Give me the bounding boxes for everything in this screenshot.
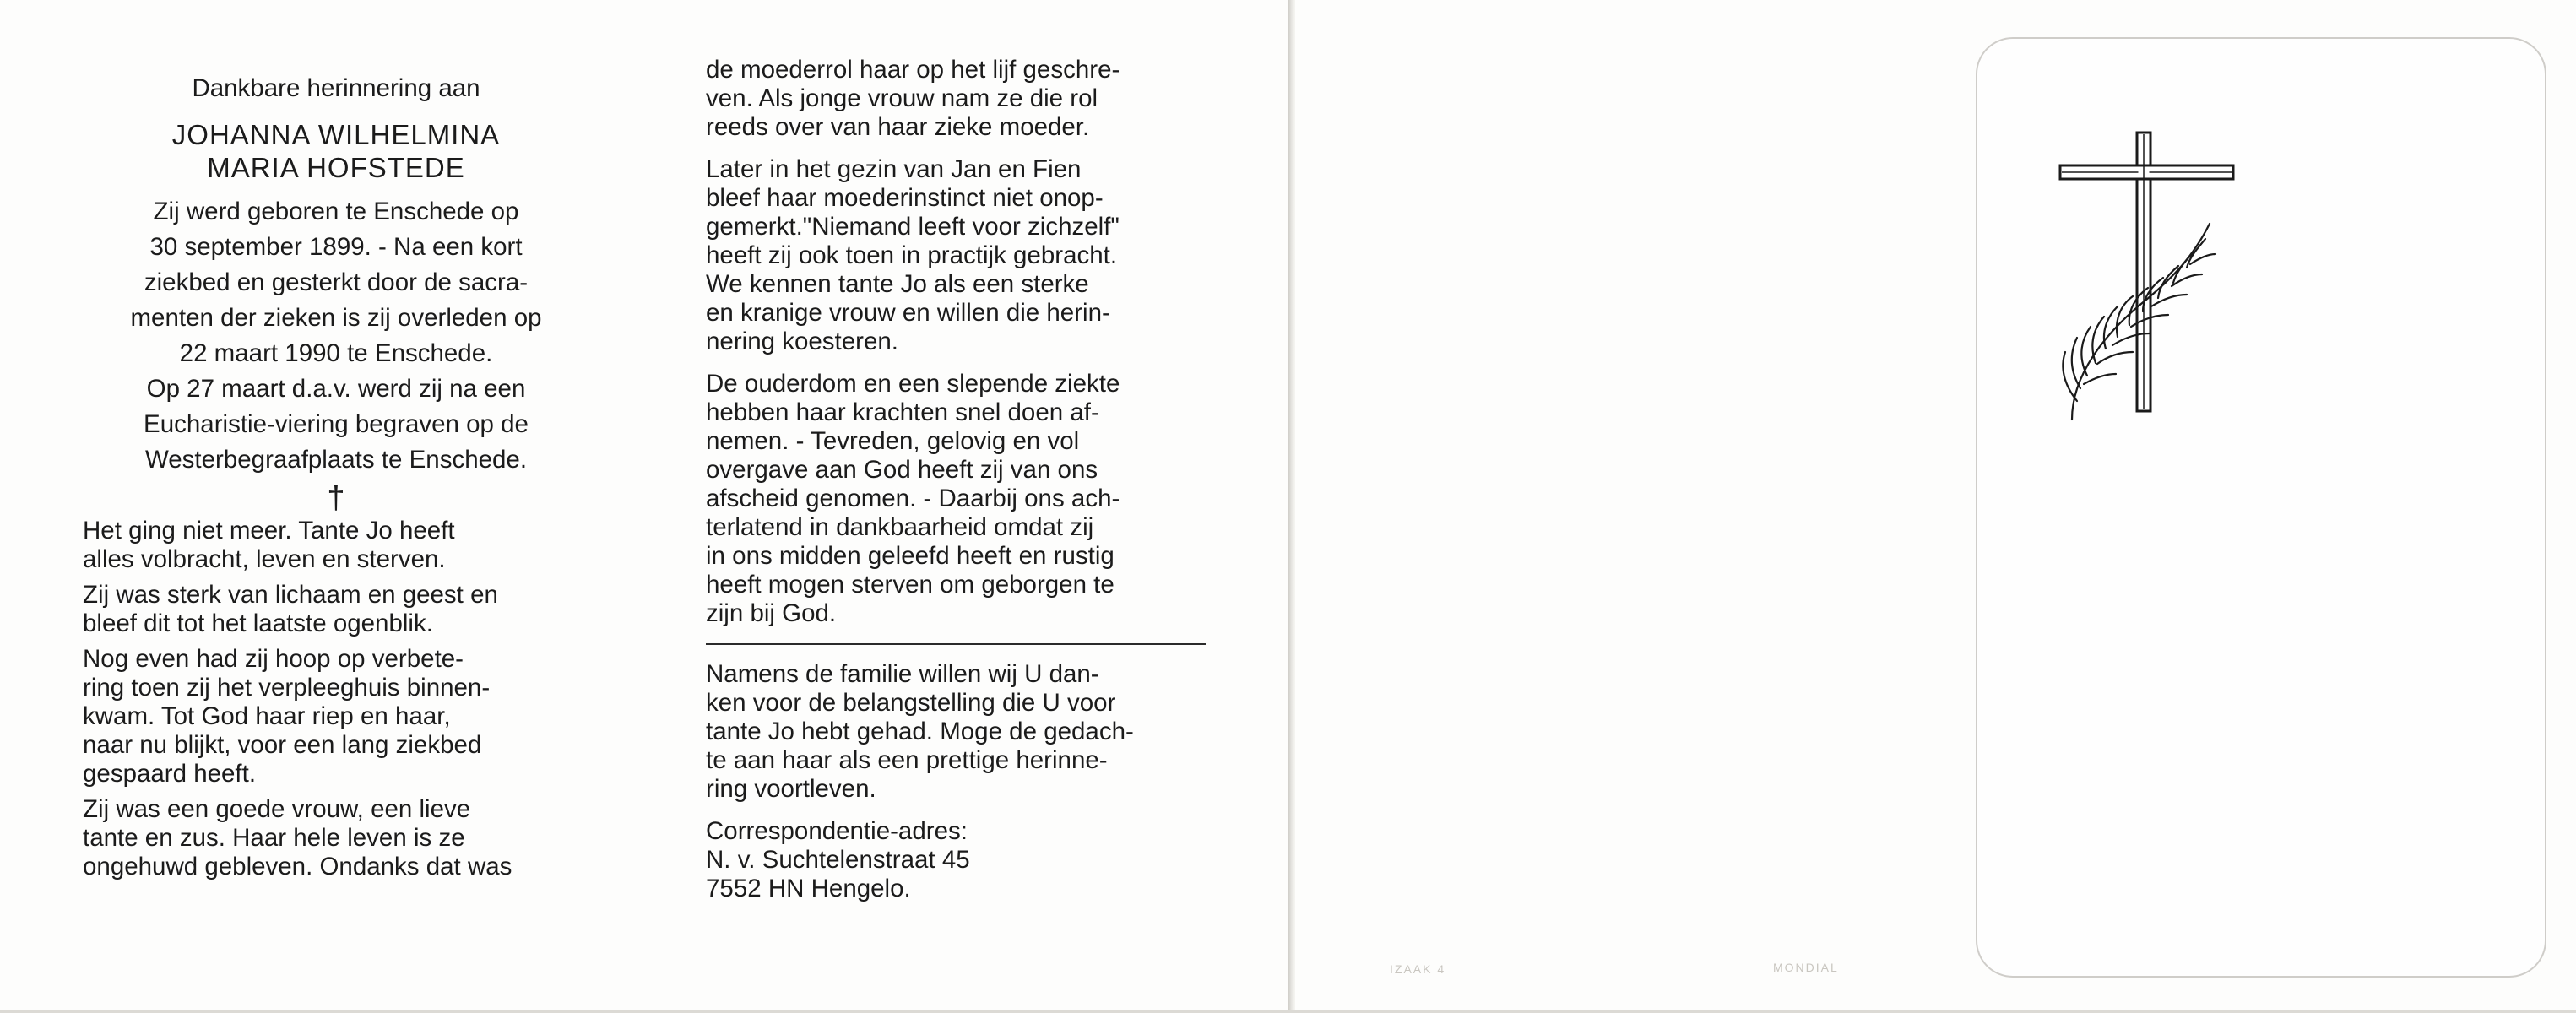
text-line: nering koesteren. — [706, 328, 898, 355]
life-dates-paragraph — [83, 194, 589, 478]
text-line: nemen. - Tevreden, gelovig en vol — [706, 427, 1080, 455]
paragraph-6 — [706, 155, 1212, 356]
text-line: hebben haar krachten snel doen af- — [706, 398, 1099, 426]
text-line: Nog even had zij hoop op verbete- — [83, 645, 464, 673]
text-line: Namens de familie willen wij U dan- — [706, 660, 1099, 688]
text-line: bleef haar moederinstinct niet onop- — [706, 184, 1104, 212]
paragraph-5 — [706, 56, 1212, 142]
paragraph-2 — [83, 581, 589, 638]
text-line: tante Jo hebt gehad. Moge de gedach- — [706, 718, 1134, 745]
text-line: De ouderdom en een slepende ziekte — [706, 370, 1120, 398]
paragraph-8 — [706, 660, 1212, 804]
text-line: Het ging niet meer. Tante Jo heeft — [83, 517, 455, 544]
text-line: naar nu blijkt, voor een lang ziekbed — [83, 731, 482, 759]
name-line-2: MARIA HOFSTEDE — [207, 152, 465, 183]
text-line: kwam. Tot God haar riep en haar, — [83, 702, 451, 730]
text-line: te aan haar als een prettige herinne- — [706, 746, 1108, 774]
text-line: tante en zus. Haar hele leven is ze — [83, 824, 465, 852]
text-line: in ons midden geleefd heeft en rustig — [706, 542, 1114, 570]
cross-icon: † — [327, 480, 345, 516]
intro-line: Dankbare herinnering aan — [192, 74, 480, 102]
name-line-1: JOHANNA WILHELMINA — [171, 119, 501, 150]
printer-imprint-right: MONDIAL — [1773, 961, 1839, 974]
text-line: heeft zij ook toen in practijk gebracht. — [706, 241, 1118, 269]
text-line: ven. Als jonge vrouw nam ze die rol — [706, 84, 1098, 112]
text-line: Eucharistie-viering begraven op de — [144, 410, 529, 438]
text-line: heeft mogen sterven om geborgen te — [706, 571, 1114, 599]
text-line: Zij was sterk van lichaam en geest en — [83, 581, 498, 609]
text-line: overgave aan God heeft zij van ons — [706, 456, 1098, 484]
address-label: Correspondentie-adres: — [706, 817, 968, 845]
printer-imprint-left: IZAAK 4 — [1390, 962, 1446, 976]
text-line: zijn bij God. — [706, 599, 837, 627]
right-text-page — [706, 56, 1212, 910]
text-line: ken voor de belangstelling die U voor — [706, 689, 1116, 717]
text-line: Zij was een goede vrouw, een lieve — [83, 795, 471, 823]
text-line: Op 27 maart d.a.v. werd zij na een — [146, 375, 526, 403]
text-line: ongehuwd gebleven. Ondanks dat was — [83, 853, 512, 880]
text-line: menten der zieken is zij overleden op — [130, 304, 542, 332]
text-line: ring toen zij het verpleeghuis binnen- — [83, 674, 491, 702]
text-line: afscheid genomen. - Daarbij ons ach- — [706, 485, 1120, 512]
text-line: ring voortleven. — [706, 775, 876, 803]
paragraph-7 — [706, 370, 1212, 628]
text-line: en kranige vrouw en willen die herin- — [706, 299, 1110, 327]
section-divider — [706, 643, 1206, 645]
text-line: Zij werd geboren te Enschede op — [153, 198, 519, 225]
cross-with-palm-branch-icon — [2053, 131, 2239, 422]
left-text-page — [83, 74, 589, 888]
address-street: N. v. Suchtelenstraat 45 — [706, 846, 970, 874]
text-line: 30 september 1899. - Na een kort — [149, 233, 523, 261]
text-line: ziekbed en gesterkt door de sacra- — [144, 268, 529, 296]
paper-fold — [1288, 0, 1295, 1010]
text-line: We kennen tante Jo als een sterke — [706, 270, 1089, 298]
text-line: de moederrol haar op het lijf geschre- — [706, 56, 1120, 84]
text-line: alles volbracht, leven en sterven. — [83, 545, 446, 573]
address-city: 7552 HN Hengelo. — [706, 875, 911, 902]
text-line: gespaard heeft. — [83, 760, 257, 788]
paragraph-3 — [83, 645, 589, 788]
text-line: gemerkt."Niemand leeft voor zichzelf" — [706, 213, 1120, 241]
paragraph-1 — [83, 517, 589, 574]
deceased-name — [83, 118, 589, 184]
text-line: terlatend in dankbaarheid omdat zij — [706, 513, 1094, 541]
text-line: Later in het gezin van Jan en Fien — [706, 155, 1082, 183]
text-line: 22 maart 1990 te Enschede. — [179, 339, 493, 367]
text-line: Westerbegraafplaats te Enschede. — [144, 446, 528, 474]
text-line: reeds over van haar zieke moeder. — [706, 113, 1090, 141]
paragraph-4 — [83, 795, 589, 881]
correspondence-address — [706, 817, 1212, 903]
page-bottom-edge — [0, 1010, 2576, 1013]
text-line: bleef dit tot het laatste ogenblik. — [83, 609, 433, 637]
